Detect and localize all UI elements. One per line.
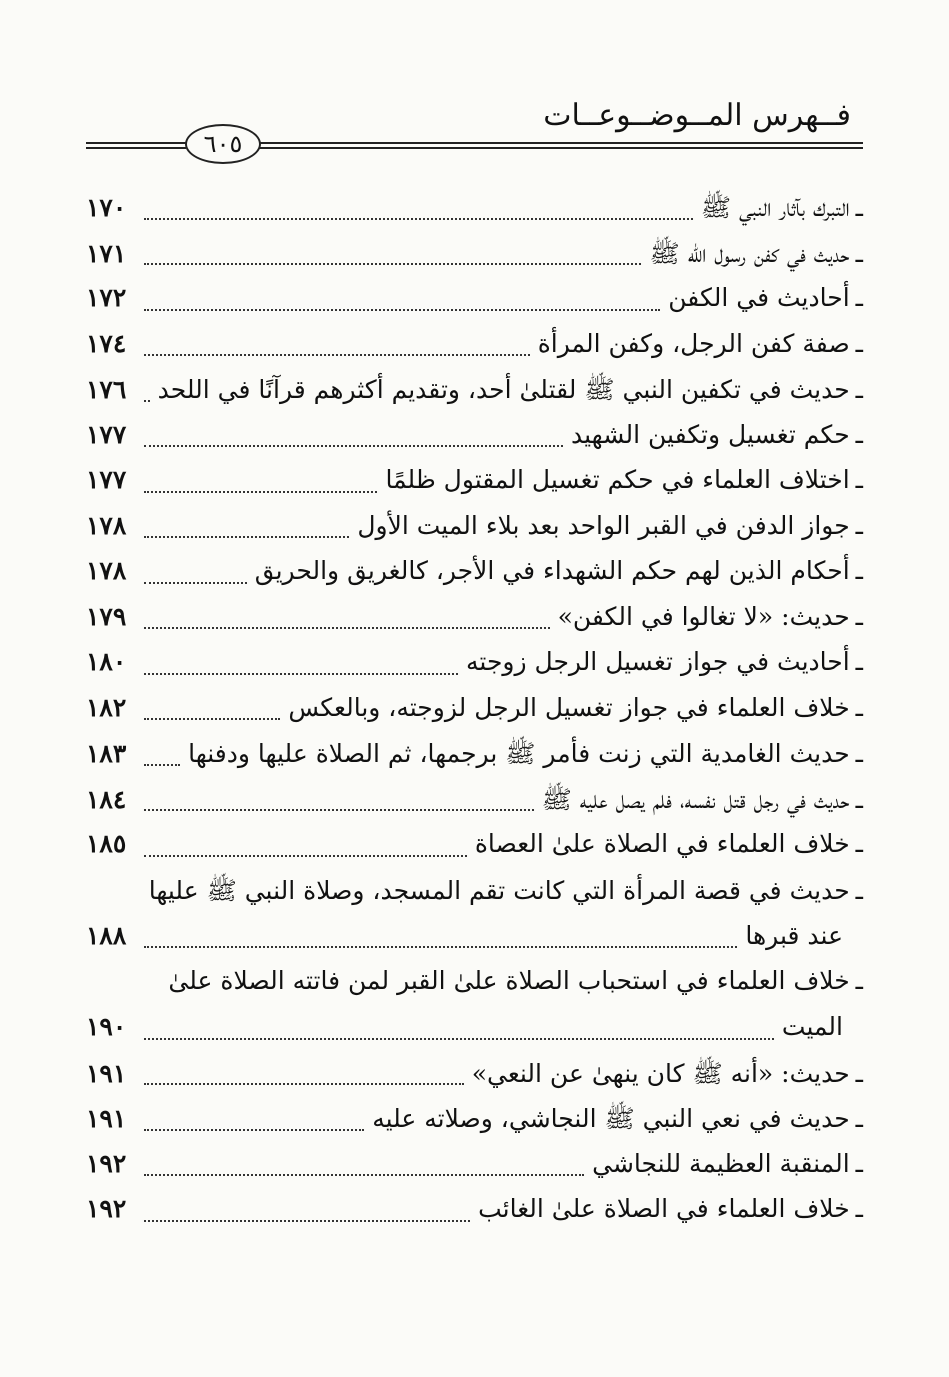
dot-leader: [144, 847, 467, 857]
toc-entry: [86, 875, 863, 921]
dot-leader: [144, 619, 550, 629]
header-rule-right: [258, 142, 863, 149]
entry-title: التبرك بآثار النبي ﷺ: [700, 193, 850, 222]
entry-title: أحاديث في جواز تغسيل الرجل زوجته: [466, 647, 850, 676]
toc-entry: [86, 1103, 863, 1149]
entry-page-number: ١٧٨: [86, 510, 127, 540]
entry-title: حديث: «أنه ﷺ كان ينهىٰ عن النعي»: [471, 1058, 850, 1088]
entry-title: حكم تغسيل وتكفين الشهيد: [571, 419, 850, 449]
entry-page-number: ١٨٤: [86, 784, 127, 814]
entry-title: حديث في كفن رسول الله ﷺ: [649, 238, 850, 268]
dot-leader: [144, 574, 247, 584]
entry-title: صفة كفن الرجل، وكفن المرأة: [537, 328, 850, 358]
toc-entry: [86, 329, 863, 375]
entry-page-number: ١٨٢: [86, 692, 127, 722]
dot-leader: [144, 1075, 464, 1085]
entry-page-number: ١٩٠: [86, 1012, 127, 1041]
entry-page-number: ١٨٠: [86, 647, 127, 676]
toc-entry: [86, 1194, 863, 1240]
entry-dash: ـ: [855, 875, 863, 905]
entry-title: أحكام الذين لهم حكم الشهداء في الأجر، كالغريق والحريق: [254, 556, 850, 585]
entry-dash: ـ: [855, 283, 863, 312]
page-number-badge: [185, 124, 261, 164]
entry-title: حديث الغامدية التي زنت فأمر ﷺ برجمها، ثم الصلاة عليها ودفنها: [188, 739, 850, 768]
entry-dash: ـ: [855, 328, 863, 358]
dot-leader: [144, 483, 377, 493]
entry-title: عند قبرها: [745, 920, 843, 950]
entry-title: أحاديث في الكفن: [668, 283, 850, 312]
dot-leader: [144, 665, 458, 675]
entry-page-number: ١٩١: [86, 1104, 127, 1133]
entry-dash: ـ: [855, 1058, 863, 1088]
entry-page-number: ١٧٢: [86, 283, 127, 312]
entry-dash: ـ: [855, 829, 863, 858]
toc-entry-continuation: [86, 921, 863, 967]
entry-page-number: ١٧١: [86, 238, 127, 268]
entry-page-number: ١٩١: [86, 1058, 127, 1088]
toc-entry-continuation: [86, 1012, 863, 1058]
entry-title: خلاف العلماء في جواز تغسيل الرجل لزوجته، وبالعكس: [288, 692, 850, 722]
entry-dash: ـ: [855, 1194, 863, 1223]
toc-entry: [86, 1058, 863, 1104]
entry-page-number: ١٧٧: [86, 419, 127, 449]
entry-dash: ـ: [855, 601, 863, 631]
entry-page-number: ١٧٠: [86, 193, 127, 222]
toc-entry: [86, 829, 863, 875]
dot-leader: [144, 1212, 470, 1222]
entry-page-number: ١٨٣: [86, 739, 127, 768]
entry-title: حديث في تكفين النبي ﷺ لقتلىٰ أحد، وتقديم أكثرهم قرآنًا في اللحد: [157, 375, 850, 404]
dot-leader: [144, 301, 660, 311]
dot-leader: [144, 437, 563, 447]
toc-entry: [86, 602, 863, 648]
entry-dash: ـ: [855, 692, 863, 722]
toc-entry: [86, 420, 863, 466]
toc-entry: [86, 283, 863, 329]
dot-leader: [144, 255, 641, 265]
dot-leader: [144, 528, 349, 538]
toc-entry: [86, 192, 863, 238]
toc-entry: [86, 647, 863, 693]
entry-dash: ـ: [855, 419, 863, 449]
entry-dash: ـ: [855, 510, 863, 540]
entry-title: الميت: [781, 1012, 843, 1041]
entry-dash: ـ: [855, 238, 863, 268]
entry-page-number: ١٧٦: [86, 375, 127, 404]
entry-title: خلاف العلماء في استحباب الصلاة علىٰ القبر لمن فاتته الصلاة علىٰ: [168, 966, 850, 995]
dot-leader: [144, 938, 737, 948]
entry-dash: ـ: [855, 647, 863, 676]
toc-entry: [86, 738, 863, 784]
entry-title: حديث في قصة المرأة التي كانت تقم المسجد، وصلاة النبي ﷺ عليها: [148, 875, 850, 905]
entry-dash: ـ: [855, 375, 863, 404]
entry-title: حديث في رجل قتل نفسه، فلم يصل عليه ﷺ: [541, 784, 850, 814]
dot-leader: [144, 392, 150, 402]
entry-page-number: ١٨٨: [86, 920, 127, 950]
entry-dash: ـ: [855, 556, 863, 585]
entry-title: جواز الدفن في القبر الواحد بعد بلاء الميت الأول: [357, 510, 850, 540]
toc-entry: [86, 966, 863, 1012]
entry-title: حديث: «لا تغالوا في الكفن»: [557, 601, 850, 631]
entry-page-number: ١٩٢: [86, 1194, 127, 1223]
entry-title: خلاف العلماء في الصلاة علىٰ الغائب: [478, 1194, 850, 1223]
dot-leader: [144, 801, 534, 811]
entry-dash: ـ: [855, 193, 863, 222]
entry-title: اختلاف العلماء في حكم تغسيل المقتول ظلمًا: [385, 465, 850, 494]
dot-leader: [144, 710, 280, 720]
entry-page-number: ١٧٨: [86, 556, 127, 585]
entry-dash: ـ: [855, 1104, 863, 1133]
header-rule-left: [86, 142, 186, 149]
dot-leader: [144, 210, 693, 220]
entry-page-number: ١٩٢: [86, 1148, 127, 1178]
dot-leader: [144, 1030, 774, 1040]
dot-leader: [144, 346, 530, 356]
entry-dash: ـ: [855, 784, 863, 814]
entry-title: حديث في نعي النبي ﷺ النجاشي، وصلاته عليه: [372, 1104, 850, 1133]
page-number: ٦٠٥: [203, 130, 243, 158]
table-of-contents: [86, 192, 863, 1240]
entry-dash: ـ: [855, 465, 863, 494]
dot-leader: [144, 1121, 364, 1131]
entry-dash: ـ: [855, 966, 863, 995]
dot-leader: [144, 756, 180, 766]
toc-entry: [86, 374, 863, 420]
entry-page-number: ١٧٧: [86, 465, 127, 494]
entry-page-number: ١٧٩: [86, 601, 127, 631]
toc-entry: [86, 784, 863, 830]
entry-dash: ـ: [855, 1148, 863, 1178]
entry-title: خلاف العلماء في الصلاة علىٰ العصاة: [474, 829, 850, 858]
toc-entry: [86, 511, 863, 557]
toc-entry: [86, 238, 863, 284]
toc-entry: [86, 556, 863, 602]
page-header-title: فــهرس المــوضــوعــات: [543, 98, 851, 133]
toc-entry: [86, 693, 863, 739]
entry-page-number: ١٧٤: [86, 328, 127, 358]
dot-leader: [144, 1166, 584, 1176]
entry-title: المنقبة العظيمة للنجاشي: [592, 1148, 850, 1178]
entry-dash: ـ: [855, 739, 863, 768]
toc-entry: [86, 465, 863, 511]
entry-page-number: ١٨٥: [86, 829, 127, 858]
toc-entry: [86, 1149, 863, 1195]
